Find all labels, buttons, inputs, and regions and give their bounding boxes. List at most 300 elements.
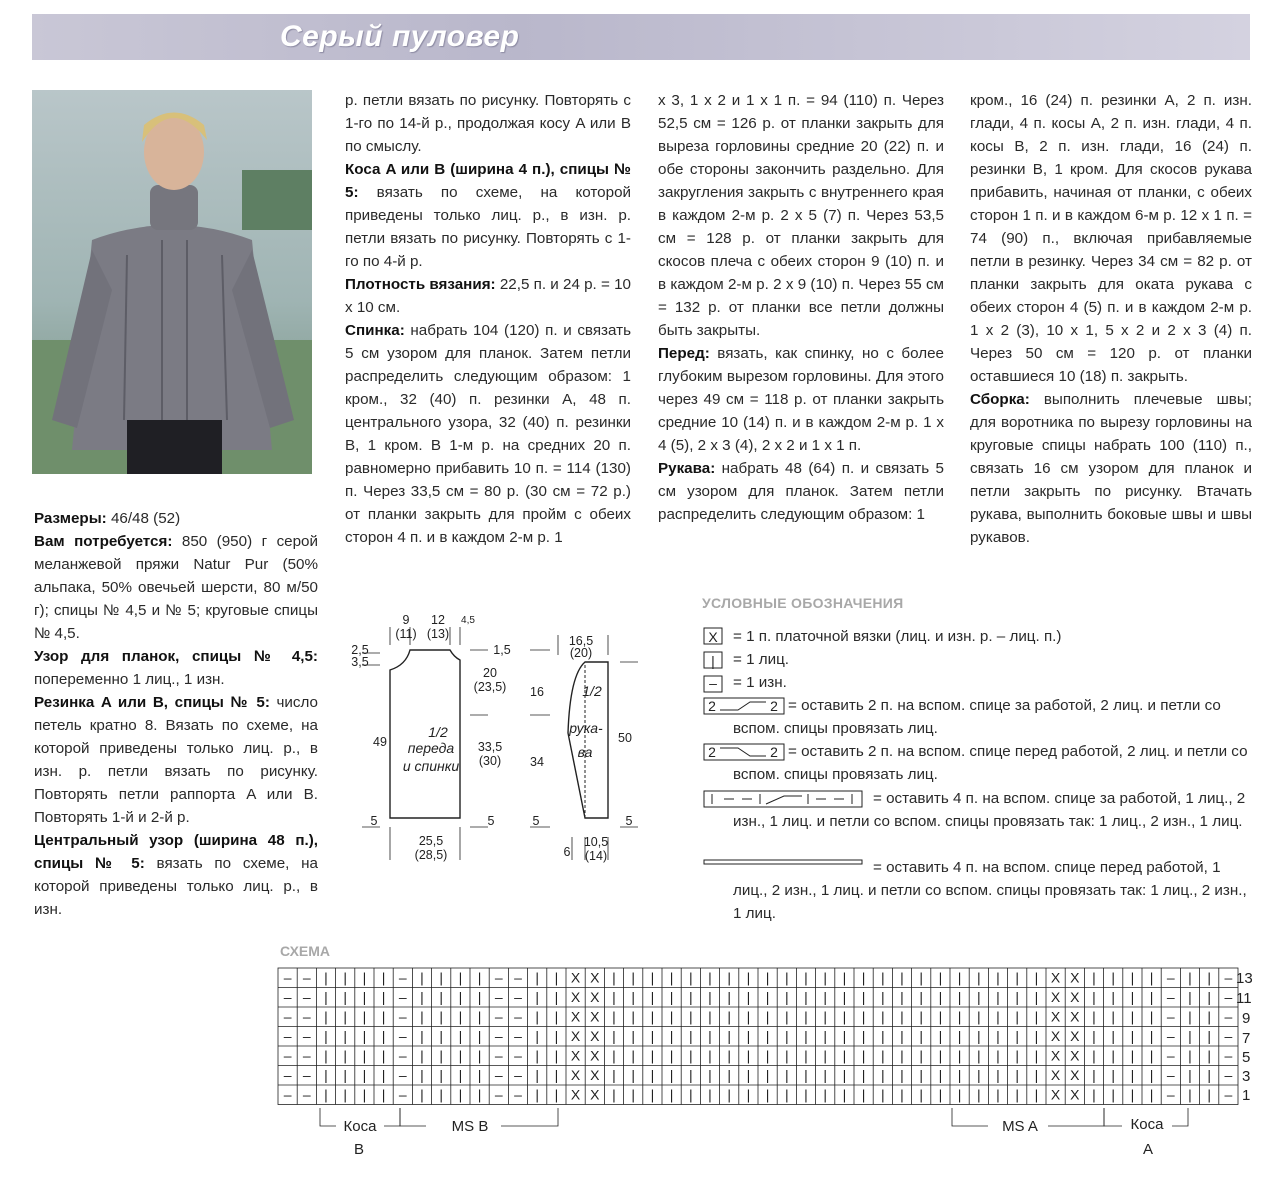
chart-cell: | <box>439 1086 444 1103</box>
chart-cell: | <box>477 969 482 986</box>
chart-cell: | <box>842 1028 847 1044</box>
text-column-4: кром., 16 (24) п. резинки A, 2 п. изн. глади, 4 п. косы A, 2 п. изн. глади, 4 п. косы B, 2 п. изн. глади, 16 (24) п. резинки B, 1 кром. Для скосов рукава прибавить, начиная от планки, с обеих сторон 1 п. и в каждом 6-м р. 12 х 1 п. = 74 (90) п., включая прибавляемые петли в резинку. Через 34 см = 82 р. от планки закрыть для оката рукава с обеих сторон 4 (5) п. и в каждом 2-м р. 1 х 2 (3), 10 х 1, 5 х 2 и 2 х 3 (4) п. Через 50 см = 120 р. от планки оставшиеся 10 (18) п. закрыть. Сборка: выполнить плечевые швы; для воротника по вырезу горловины на круговые спицы набрать 100 (110) п., связать 16 см узором для планок и петли закрыть по рисунку. Втачать рукава, выполнить боковые швы и швы рукавов. <box>970 92 1252 546</box>
label-ms-a: MS A <box>1002 1118 1038 1135</box>
row-number: 7 <box>1242 1030 1251 1047</box>
svg-text:(20): (20) <box>569 646 593 660</box>
chart-cell: X <box>1070 1008 1080 1025</box>
chart-cell: | <box>900 1028 904 1044</box>
chart-cell: | <box>919 1047 924 1064</box>
chart-cell: – <box>302 1028 311 1044</box>
chart-cell: | <box>439 969 444 986</box>
chart-cell: | <box>1015 1047 1020 1064</box>
chart-cell: | <box>708 1028 712 1044</box>
chart-cell: | <box>669 969 674 986</box>
chart-cell: | <box>612 1028 616 1044</box>
chart-cell: | <box>554 969 559 986</box>
sleeve-label-3: ва <box>577 744 593 760</box>
chart-cell: | <box>976 1086 981 1103</box>
chart-cell: | <box>1188 1028 1192 1044</box>
chart-cell: | <box>1015 1008 1020 1025</box>
chart-cell: – <box>514 1086 522 1103</box>
chart-cell: – <box>1166 1028 1175 1044</box>
chart-cell: | <box>957 1008 962 1025</box>
chart-cell: | <box>612 1047 616 1064</box>
chart-cell: | <box>631 1086 636 1103</box>
chart-cell: | <box>477 1047 482 1064</box>
chart-cell: X <box>1070 1067 1080 1083</box>
svg-text:2: 2 <box>770 698 778 714</box>
chart-cell: | <box>957 989 962 1005</box>
chart-cell: X <box>1070 1028 1080 1044</box>
chart-cell: | <box>477 1067 482 1083</box>
chart-cell: | <box>708 1067 712 1083</box>
chart-cell: – <box>283 1008 292 1025</box>
chart-cell: – <box>514 1047 522 1064</box>
chart-cell: | <box>900 989 904 1005</box>
chart-cell: | <box>612 969 616 986</box>
chart-cell: | <box>861 969 866 986</box>
chart-cell: | <box>1092 1047 1096 1064</box>
chart-cell: | <box>535 1047 540 1064</box>
chart-cell: | <box>688 989 693 1005</box>
chart-cell: | <box>650 1008 655 1025</box>
chart-cell: | <box>900 1086 904 1103</box>
chart-cell: | <box>324 969 328 986</box>
chart-cell: | <box>823 969 828 986</box>
chart-cell: – <box>1224 1028 1233 1044</box>
chart-cell: | <box>1015 1067 1020 1083</box>
chart-cell: | <box>381 1067 386 1083</box>
chart-cell: | <box>1015 989 1020 1005</box>
sleeve-label-1: 1/2 <box>582 683 602 699</box>
legend-knit-symbol: | <box>711 653 715 669</box>
legend-item-7: = оставить 4 п. на вспом. спице перед работой, 1 лиц., 2 изн., 1 лиц. и петли со вспом. спицы провязать так: 1 лиц., 2 изн., 1 лиц. <box>733 859 1247 922</box>
chart-cell: | <box>669 1047 674 1064</box>
chart-cell: | <box>823 1067 828 1083</box>
chart-cell: | <box>650 969 655 986</box>
chart-cell: | <box>861 1086 866 1103</box>
chart-cell: – <box>514 969 522 986</box>
chart-cell: | <box>535 969 540 986</box>
chart-cell: | <box>1092 969 1096 986</box>
chart-cell: | <box>919 1086 924 1103</box>
chart-cell: | <box>631 969 636 986</box>
chart-cell: | <box>900 1008 904 1025</box>
svg-text:16: 16 <box>530 685 544 699</box>
svg-text:16,5: 16,5 <box>568 634 594 648</box>
chart-cell: | <box>458 969 463 986</box>
chart-cell: | <box>1130 1086 1135 1103</box>
chart-cell: – <box>494 1008 503 1025</box>
chart-cell: | <box>708 1047 712 1064</box>
row-number: 5 <box>1242 1049 1251 1066</box>
chart-cell: | <box>938 1086 943 1103</box>
legend-title: УСЛОВНЫЕ ОБОЗНАЧЕНИЯ <box>702 595 904 611</box>
chart-cell: | <box>1149 1028 1154 1044</box>
chart-cell: | <box>458 1008 463 1025</box>
chart-cell: | <box>746 969 751 986</box>
svg-text:5: 5 <box>370 814 378 828</box>
chart-cell: – <box>283 969 292 986</box>
svg-text:12: 12 <box>431 613 445 627</box>
chart-cell: | <box>727 1067 732 1083</box>
svg-text:5: 5 <box>487 814 495 828</box>
legend-purl-symbol: – <box>709 675 717 691</box>
chart-cell: | <box>861 1028 866 1044</box>
chart-cell: | <box>324 1008 328 1025</box>
chart-cell: | <box>784 1028 789 1044</box>
chart-cell: | <box>976 1028 981 1044</box>
chart-cell: | <box>458 989 463 1005</box>
svg-text:2: 2 <box>770 744 778 760</box>
chart-cell: | <box>631 1047 636 1064</box>
chart-cell: | <box>1130 1028 1135 1044</box>
chart-cell: | <box>823 1086 828 1103</box>
chart-cell: | <box>631 1008 636 1025</box>
chart-cell: | <box>996 969 1000 986</box>
chart-cell: | <box>381 1008 386 1025</box>
chart-cell: | <box>804 1047 808 1064</box>
chart-cell: | <box>343 1028 348 1044</box>
chart-cell: | <box>708 969 712 986</box>
chart-cell: | <box>535 1086 540 1103</box>
chart-cell: | <box>362 1008 367 1025</box>
chart-cell: X <box>1050 989 1061 1005</box>
chart-cell: – <box>398 1047 407 1064</box>
chart-cell: | <box>842 989 847 1005</box>
chart-cell: | <box>1111 989 1116 1005</box>
chart-cell: X <box>1050 1047 1061 1064</box>
chart-cell: | <box>938 969 943 986</box>
chart-cell: – <box>1166 969 1175 986</box>
chart-cell: | <box>324 1028 328 1044</box>
chart-cell: | <box>1034 1086 1039 1103</box>
chart-cell: | <box>1188 969 1192 986</box>
chart-cell: | <box>976 1008 981 1025</box>
chart-cell: | <box>957 1086 962 1103</box>
chart-cell: | <box>362 989 367 1005</box>
chart-cell: | <box>362 1086 367 1103</box>
chart-cell: | <box>554 1008 559 1025</box>
svg-text:5: 5 <box>625 814 633 828</box>
chart-cell: | <box>458 1047 463 1064</box>
chart-cell: | <box>976 989 981 1005</box>
chart-cell: | <box>343 1086 348 1103</box>
label-ms-b: MS B <box>451 1118 489 1135</box>
chart-cell: | <box>554 989 559 1005</box>
chart-cell: | <box>381 1086 386 1103</box>
chart-cell: X <box>1050 1028 1061 1044</box>
chart-cell: | <box>669 1008 674 1025</box>
body-label-1: 1/2 <box>428 724 448 740</box>
chart-cell: | <box>669 1028 674 1044</box>
chart-cell: | <box>957 1067 962 1083</box>
chart-cell: | <box>727 1008 732 1025</box>
chart-cell: | <box>1188 1008 1192 1025</box>
chart-cell: | <box>650 1047 655 1064</box>
chart-cell: | <box>957 1028 962 1044</box>
chart-cell: | <box>861 1067 866 1083</box>
chart-cell: – <box>398 1086 407 1103</box>
chart-cell: | <box>362 1028 367 1044</box>
chart-cell: | <box>919 1067 924 1083</box>
chart-cell: | <box>861 989 866 1005</box>
chart-cell: X <box>570 1067 581 1083</box>
body-outline <box>390 650 460 818</box>
svg-text:10,5: 10,5 <box>583 835 609 849</box>
chart-cell: | <box>324 1047 328 1064</box>
svg-text:50: 50 <box>618 731 632 745</box>
chart-cell: | <box>880 1067 885 1083</box>
chart-cell: – <box>1224 1067 1233 1083</box>
chart-cell: | <box>708 1086 712 1103</box>
chart-cell: | <box>880 989 885 1005</box>
title-banner <box>32 14 1250 60</box>
chart-cell: | <box>650 1086 655 1103</box>
chart-cell: | <box>919 989 924 1005</box>
chart-cell: – <box>494 1067 503 1083</box>
chart-cell: | <box>631 1028 636 1044</box>
svg-text:(13): (13) <box>426 627 450 641</box>
chart-cell: | <box>880 969 885 986</box>
chart-cell: | <box>1207 989 1212 1005</box>
chart-cell: | <box>880 1047 885 1064</box>
chart-cell: | <box>420 1028 424 1044</box>
chart-cell: | <box>727 969 732 986</box>
chart-cell: | <box>420 989 424 1005</box>
chart-cell: | <box>746 1067 751 1083</box>
chart-cell: – <box>1224 1047 1233 1064</box>
chart-cell: | <box>1149 1067 1154 1083</box>
chart-cell: | <box>554 1086 559 1103</box>
chart-cell: – <box>283 1047 292 1064</box>
chart-cell: | <box>1034 969 1039 986</box>
chart-cell: | <box>1092 1067 1096 1083</box>
chart-cell: – <box>1166 1008 1175 1025</box>
legend-item-6: = оставить 4 п. на вспом. спице за работой, 1 лиц., 2 изн., 1 лиц. и петли со вспом. спицы провязать так: 1 лиц., 2 изн., 1 лиц. <box>733 790 1246 830</box>
row-number: 3 <box>1242 1068 1251 1085</box>
svg-text:2: 2 <box>708 698 716 714</box>
text-column-2: р. петли вязать по рисунку. Повторять с 1-го по 14-й р., продолжая косу A или B по смыслу. Коса A или B (ширина 4 п.), спицы № 5: вязать по схеме, на которой приведены только лиц. р., в изн. р. петли вязать по рисунку. Повторять с 1-го по 4-й р. Плотность вязания: 22,5 п. и 24 р. = 10 х 10 см. Спинка: набрать 104 (120) п. и связать 5 см узором для планок. Затем петли распределить следующим образом: 1 кром., 32 (40) п. резинки A, 48 п. центрального узора, 32 (40) п. резинки B, 1 кром. В 1-м р. на средних 20 п. равномерно прибавить 10 п. = 114 (130) п. Через 33,5 см = 80 р. (30 см = 72 р.) от планки закрыть для пройм с обеих сторон 4 п. и в каждом 2-м р. 1 <box>345 92 631 546</box>
chart-cell: – <box>283 989 292 1005</box>
chart-cell: | <box>1130 969 1135 986</box>
chart-cell: – <box>398 1067 407 1083</box>
chart-cell: | <box>880 1008 885 1025</box>
chart-cell: | <box>381 969 386 986</box>
chart-cell: | <box>861 1008 866 1025</box>
svg-text:(28,5): (28,5) <box>414 848 448 862</box>
schema-title: СХЕМА <box>280 943 331 959</box>
chart-cell: | <box>535 1028 540 1044</box>
chart-cell: – <box>302 969 311 986</box>
chart-cell: | <box>1149 1008 1154 1025</box>
chart-cell: | <box>804 969 808 986</box>
chart-cell: X <box>1050 1008 1061 1025</box>
chart-cell: | <box>420 1067 424 1083</box>
chart-cell: | <box>458 1028 463 1044</box>
chart-cell: X <box>570 1086 581 1103</box>
legend-item-2: = 1 лиц. <box>733 651 790 668</box>
chart-cell: – <box>398 1008 407 1025</box>
svg-text:20: 20 <box>483 666 497 680</box>
chart-cell: | <box>1149 989 1154 1005</box>
svg-text:33,5: 33,5 <box>477 740 503 754</box>
chart-cell: | <box>996 1008 1000 1025</box>
chart-cell: – <box>1166 1086 1175 1103</box>
chart-cell: | <box>1111 1067 1116 1083</box>
chart-cell: – <box>1224 989 1233 1005</box>
chart-cell: | <box>804 1067 808 1083</box>
chart-cell: | <box>1207 1028 1212 1044</box>
chart-cell: | <box>669 989 674 1005</box>
chart-cell: | <box>727 1047 732 1064</box>
chart-cell: – <box>514 989 522 1005</box>
chart-cell: | <box>938 1028 943 1044</box>
chart-cell: | <box>324 1086 328 1103</box>
chart-cell: | <box>612 1086 616 1103</box>
svg-text:2,5: 2,5 <box>351 643 369 657</box>
chart-cell: | <box>458 1067 463 1083</box>
svg-text:3,5: 3,5 <box>351 655 369 669</box>
chart-cell: | <box>804 989 808 1005</box>
chart-cell: | <box>938 989 943 1005</box>
chart-cell: | <box>727 989 732 1005</box>
svg-text:34: 34 <box>530 755 544 769</box>
chart-cell: | <box>804 1028 808 1044</box>
chart-cell: X <box>1050 1086 1061 1103</box>
chart-cell: | <box>1015 969 1020 986</box>
chart-cell: | <box>976 969 981 986</box>
chart-cell: – <box>1224 1086 1233 1103</box>
chart-cell: | <box>477 1086 482 1103</box>
chart-cell: | <box>842 1086 847 1103</box>
chart-cell: | <box>1207 1086 1212 1103</box>
chart-cell: – <box>494 989 503 1005</box>
chart-cell: | <box>765 969 770 986</box>
chart-cell: | <box>727 1028 732 1044</box>
chart-cell: | <box>900 1047 904 1064</box>
chart-cell: | <box>1207 1047 1212 1064</box>
chart-cell: – <box>514 1008 522 1025</box>
chart-cell: | <box>880 1086 885 1103</box>
chart-cell: | <box>784 1067 789 1083</box>
chart-cell: | <box>919 1028 924 1044</box>
chart-cell: – <box>302 1047 311 1064</box>
chart-cell: | <box>1111 1047 1116 1064</box>
chart-cell: | <box>996 1028 1000 1044</box>
chart-cell: | <box>1188 1086 1192 1103</box>
chart-cell: | <box>381 989 386 1005</box>
chart-cell: – <box>494 1086 503 1103</box>
chart-cell: X <box>1070 1047 1080 1064</box>
chart-cell: | <box>1149 1086 1154 1103</box>
chart-cell: | <box>1092 1086 1096 1103</box>
chart-cell: | <box>458 1086 463 1103</box>
chart-cell: – <box>283 1028 292 1044</box>
legend-item-1: = 1 п. платочной вязки (лиц. и изн. р. – лиц. п.) <box>733 628 1062 645</box>
chart-cell: | <box>612 989 616 1005</box>
svg-text:5: 5 <box>532 814 540 828</box>
chart-cell: | <box>1015 1086 1020 1103</box>
chart-cell: | <box>1188 1067 1192 1083</box>
chart-cell: | <box>996 989 1000 1005</box>
chart-cell: | <box>861 1047 866 1064</box>
chart-cell: | <box>343 1067 348 1083</box>
chart-cell: X <box>1050 969 1061 986</box>
chart-cell: | <box>1130 1047 1135 1064</box>
body-label-2: переда <box>407 740 455 756</box>
chart-cell: | <box>477 1028 482 1044</box>
chart-cell: X <box>590 1008 600 1025</box>
chart-cell: | <box>900 1067 904 1083</box>
chart-cell: | <box>688 1008 693 1025</box>
chart-cell: | <box>1130 1067 1135 1083</box>
chart-cell: – <box>1224 969 1233 986</box>
chart-cell: | <box>842 969 847 986</box>
chart-cell: | <box>439 1028 444 1044</box>
chart-cell: | <box>938 1047 943 1064</box>
chart-cell: | <box>362 969 367 986</box>
chart-cell: | <box>784 1047 789 1064</box>
chart-cell: | <box>823 1047 828 1064</box>
chart-cell: X <box>570 969 581 986</box>
chart-cell: | <box>439 1067 444 1083</box>
chart-cell: | <box>1015 1028 1020 1044</box>
chart-cell: | <box>420 969 424 986</box>
row-number: 9 <box>1242 1010 1251 1027</box>
chart-cell: X <box>590 1086 600 1103</box>
chart-cell: X <box>1070 969 1080 986</box>
chart-cell: | <box>957 1047 962 1064</box>
chart-cell: | <box>804 1008 808 1025</box>
chart-cell: | <box>439 1047 444 1064</box>
chart-cell: X <box>570 1008 581 1025</box>
chart-cell: | <box>688 1047 693 1064</box>
chart-cell: | <box>688 1067 693 1083</box>
chart-cell: – <box>398 1028 407 1044</box>
chart-cell: | <box>727 1086 732 1103</box>
svg-text:(11): (11) <box>395 627 417 641</box>
chart-cell: | <box>1034 989 1039 1005</box>
svg-text:4,5: 4,5 <box>461 615 475 626</box>
chart-cell: | <box>823 1028 828 1044</box>
chart-cell: | <box>1034 1067 1039 1083</box>
chart-cell: | <box>477 1008 482 1025</box>
chart-cell: | <box>1034 1047 1039 1064</box>
chart-cell: | <box>1130 989 1135 1005</box>
chart-cell: | <box>554 1047 559 1064</box>
chart-cell: | <box>343 969 348 986</box>
chart-cell: | <box>823 1008 828 1025</box>
chart-cell: – <box>514 1067 522 1083</box>
legend-item-4: = оставить 2 п. на вспом. спице за работой, 2 лиц. и петли со вспом. спицы провязать лиц. <box>733 697 1221 737</box>
chart-cell: | <box>650 1067 655 1083</box>
chart-cell: | <box>842 1047 847 1064</box>
chart-cell: | <box>1034 1008 1039 1025</box>
chart-cell: | <box>976 1067 981 1083</box>
chart-cell: | <box>1034 1028 1039 1044</box>
chart-cell: | <box>343 1047 348 1064</box>
chart-cell: | <box>1111 1028 1116 1044</box>
legend-item-5: = оставить 2 п. на вспом. спице перед работой, 2 лиц. и петли со вспом. спицы провязать лиц. <box>733 743 1248 783</box>
chart-cell: | <box>420 1086 424 1103</box>
chart-cell: | <box>996 1067 1000 1083</box>
chart-cell: | <box>439 1008 444 1025</box>
chart-cell: | <box>669 1067 674 1083</box>
chart-cell: | <box>765 1067 770 1083</box>
chart-cell: | <box>784 1008 789 1025</box>
chart-cell: X <box>590 969 600 986</box>
